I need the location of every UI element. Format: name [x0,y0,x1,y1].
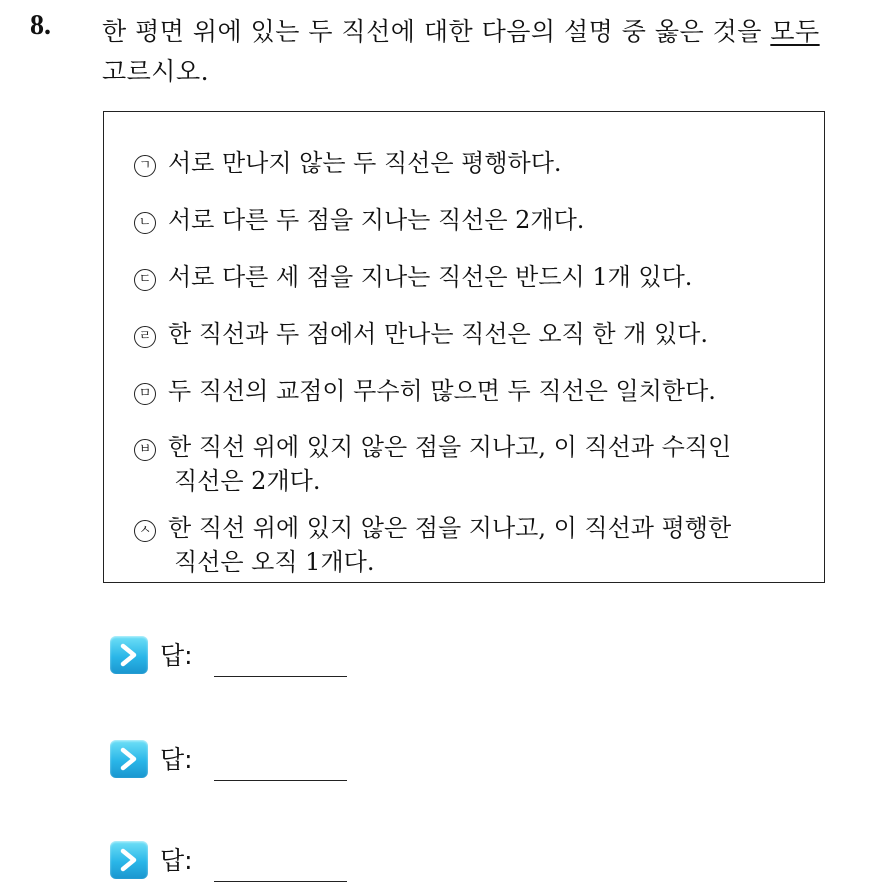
answer-label: 답: [160,641,193,670]
chevron-right-icon [110,740,148,778]
choice-marker: ㄴ [134,212,156,234]
choice-item [134,430,731,498]
chevron-right-icon [110,841,148,879]
question-stem-text: 한 평면 위에 있는 두 직선에 대한 다음의 설명 중 옳은 것을 [102,17,771,46]
choice-item [134,511,731,579]
answer-blank[interactable] [214,676,347,677]
choice-marker: ㄷ [134,269,156,291]
choice-marker: ㅂ [134,439,156,461]
choice-item [134,260,692,294]
answer-blank[interactable] [214,780,347,781]
choice-text: 서로 다른 두 점을 지나는 직선은 2개다. [168,206,585,234]
choice-item [134,203,584,237]
answer-blank[interactable] [214,881,347,882]
choice-marker: ㄱ [134,155,156,177]
question-stem [102,12,864,92]
choice-text-continuation: 직선은 오직 1개다. [174,548,375,576]
answer-label: 답: [160,745,193,774]
answer-label: 답: [160,846,193,875]
choice-text-continuation: 직선은 2개다. [174,467,321,495]
choice-text: 한 직선 위에 있지 않은 점을 지나고, 이 직선과 평행한 [168,514,732,542]
choice-marker: ㅅ [134,520,156,542]
chevron-right-icon [110,636,148,674]
choice-marker: ㅁ [134,383,156,405]
choice-item [134,146,562,180]
question-stem-line2: 고르시오. [102,57,210,86]
choice-item [134,374,716,408]
choice-item [134,317,708,351]
choice-text: 두 직선의 교점이 무수히 많으면 두 직선은 일치한다. [168,377,716,405]
choice-text: 서로 만나지 않는 두 직선은 평행하다. [168,149,562,177]
question-stem-emphasis: 모두 [770,17,820,46]
question-number: 8. [30,10,51,41]
choice-marker: ㄹ [134,326,156,348]
choice-text: 한 직선 위에 있지 않은 점을 지나고, 이 직선과 수직인 [168,433,732,461]
choice-box [103,111,825,583]
choice-text: 한 직선과 두 점에서 만나는 직선은 오직 한 개 있다. [168,320,708,348]
choice-text: 서로 다른 세 점을 지나는 직선은 반드시 1개 있다. [168,263,693,291]
